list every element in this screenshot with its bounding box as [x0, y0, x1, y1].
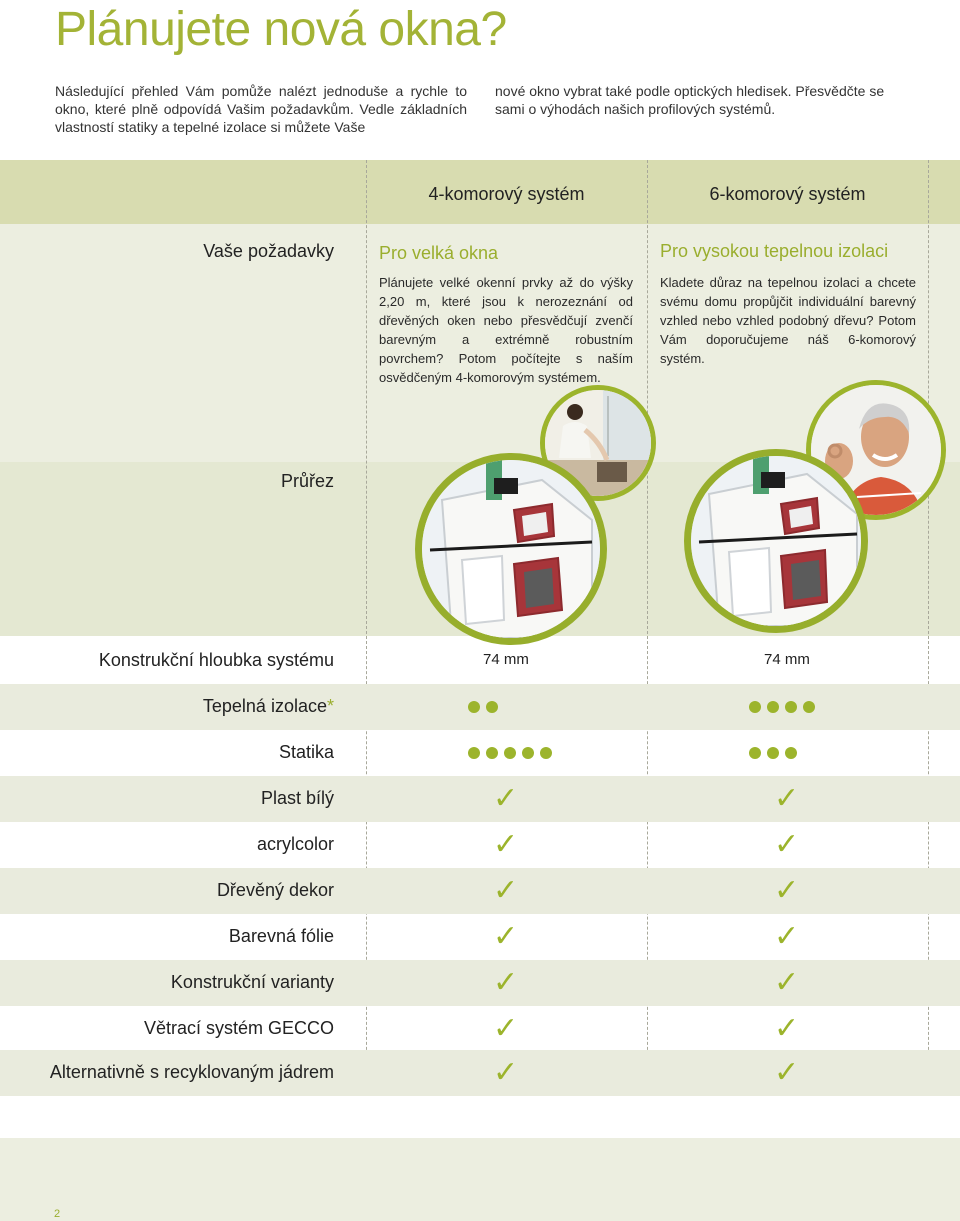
system6-subtitle: Pro vysokou tepelnou izolaci — [660, 241, 889, 261]
row-label: Alternativně s recyklovaným jádrem — [49, 1062, 334, 1082]
system4-description: Plánujete velké okenní prvky až do výšky 2,20 m, které jsou k nerozeznání od dřevěných oken nebo přesvědčují zvenčí barevným a extrémně robustním povrchem? Potom počítejte s naším osvědčeným 4-komorovým systémem. — [379, 275, 633, 385]
table-row — [0, 684, 960, 730]
system6-description: Kladete důraz na tepelnou izolaci a chcete svému domu propůjčit individuální barevný vzhled nebo vzhled podobný dřevu? Potom Vám doporučujeme náš 6-komorový systém. — [660, 275, 916, 366]
system4-subtitle: Pro velká okna — [379, 243, 499, 263]
footnote-star: * — [326, 696, 334, 716]
rating-dot-icon — [468, 701, 480, 713]
rating-dot-icon — [767, 747, 779, 759]
check-icon: ✓ — [493, 828, 519, 861]
rating-6-chamber — [749, 747, 797, 759]
column-head-6-chamber: 6-komorový systém — [709, 184, 866, 204]
table-row — [0, 730, 960, 776]
rating-dot-icon — [803, 701, 815, 713]
page-title: Plánujete nová okna? — [55, 3, 507, 56]
table-row — [0, 868, 960, 914]
check-icon: ✓ — [774, 920, 800, 953]
rating-dot-icon — [468, 747, 480, 759]
profile-cross-section-4-chamber — [415, 453, 607, 645]
check-icon: ✓ — [774, 874, 800, 907]
check-icon: ✓ — [774, 966, 800, 999]
check-icon: ✓ — [774, 1056, 800, 1089]
rating-dot-icon — [486, 747, 498, 759]
table-row — [0, 914, 960, 960]
rating-dot-icon — [749, 701, 761, 713]
rating-dot-icon — [767, 701, 779, 713]
row-label: Konstrukční hloubka systému — [98, 650, 334, 670]
page-number: 2 — [54, 1208, 61, 1220]
rating-dot-icon — [486, 701, 498, 713]
check-icon: ✓ — [774, 1012, 800, 1045]
row-label: Konstrukční varianty — [170, 972, 334, 992]
cross-section-label: Průřez — [280, 471, 334, 491]
intro-text-right: nové okno vybrat také podle optických hledisek. Přesvědčte se sami o výhodách našich profilových systémů. — [495, 83, 885, 117]
table-row — [0, 776, 960, 822]
check-icon: ✓ — [493, 920, 519, 953]
rating-6-chamber — [749, 701, 815, 713]
check-icon: ✓ — [493, 966, 519, 999]
check-icon: ✓ — [774, 782, 800, 815]
check-icon: ✓ — [493, 1056, 519, 1089]
column-head-4-chamber: 4-komorový systém — [428, 184, 585, 204]
row-label: Větrací systém GECCO — [143, 1018, 334, 1038]
row-label: Dřevěný dekor — [216, 880, 334, 900]
requirements-label: Vaše požadavky — [203, 241, 334, 261]
table-row — [0, 822, 960, 868]
table-row — [0, 1050, 960, 1096]
check-icon: ✓ — [493, 1012, 519, 1045]
row-label-text: Tepelná izolace — [202, 696, 327, 716]
table-row — [0, 960, 960, 1006]
rating-4-chamber — [468, 701, 498, 713]
rating-dot-icon — [540, 747, 552, 759]
row-label: Statika — [278, 742, 334, 762]
rating-dot-icon — [504, 747, 516, 759]
check-icon: ✓ — [493, 874, 519, 907]
table-row — [0, 638, 960, 684]
row-label: Plast bílý — [260, 788, 334, 808]
check-icon: ✓ — [493, 782, 519, 815]
footer-band — [0, 1138, 960, 1221]
table-row — [0, 1006, 960, 1052]
intro-text-left: Následující přehled Vám pomůže nalézt jednoduše a rychle to okno, které plně odpovídá Vašim požadavkům. Vedle základních vlastností statiky a tepelné izolace si můžete Vaše — [55, 83, 467, 135]
value-4-chamber: 74 mm — [483, 651, 529, 668]
row-label: Barevná fólie — [228, 926, 334, 946]
rating-dot-icon — [522, 747, 534, 759]
check-icon: ✓ — [774, 828, 800, 861]
rating-dot-icon — [785, 747, 797, 759]
rating-dot-icon — [785, 701, 797, 713]
row-label: acrylcolor — [256, 834, 334, 854]
value-6-chamber: 74 mm — [764, 651, 810, 668]
rating-dot-icon — [749, 747, 761, 759]
rating-4-chamber — [468, 747, 552, 759]
row-label — [20, 696, 334, 717]
profile-cross-section-6-chamber — [684, 449, 868, 633]
